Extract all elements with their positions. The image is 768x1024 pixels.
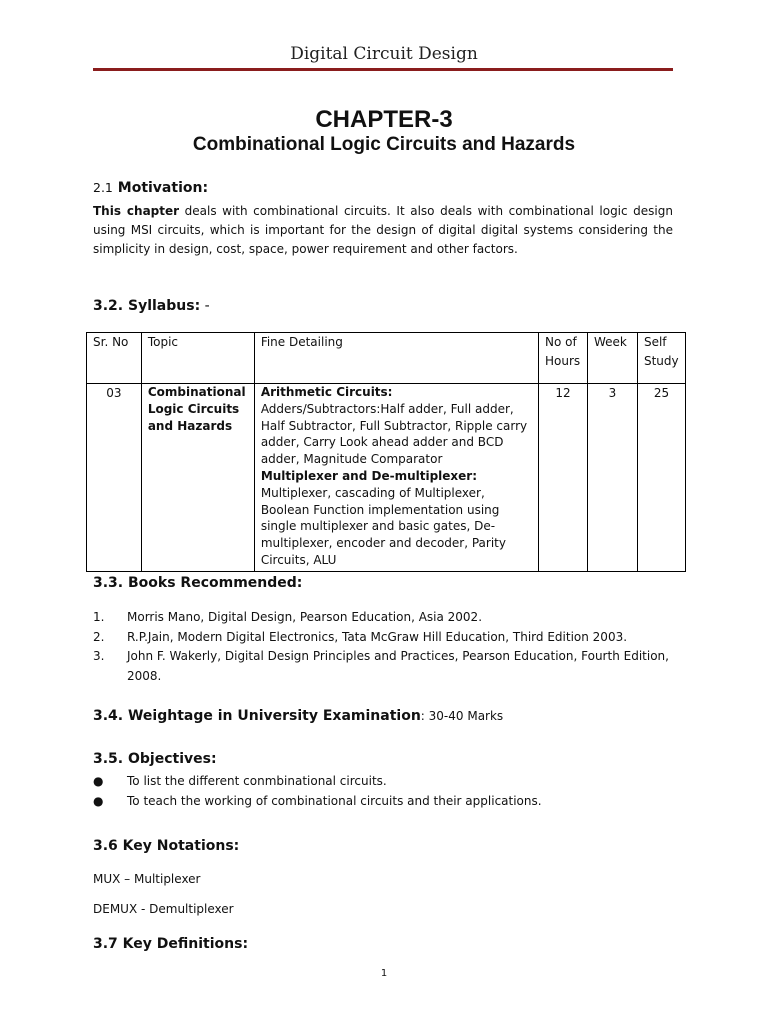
syllabus-header-row <box>87 333 686 384</box>
books-list <box>93 608 683 686</box>
list-item <box>93 628 683 648</box>
fine-hazards <box>261 569 532 571</box>
cell-self-study: 25 <box>637 384 685 572</box>
fine-arithmetic <box>261 384 532 468</box>
weightage-value: : 30-40 Marks <box>420 709 504 723</box>
list-number: 3. <box>93 649 105 663</box>
header-self-study: Self Study <box>637 333 685 384</box>
objective-text: To list the different conmbinational circuits. <box>127 774 387 788</box>
chapter-label: CHAPTER-3 <box>315 106 453 133</box>
definitions-heading: 3.7 Key Definitions: <box>93 936 249 952</box>
motivation-paragraph <box>93 202 673 259</box>
header-week: Week <box>588 333 638 384</box>
motivation-heading <box>93 180 208 196</box>
syllabus-heading <box>93 298 210 314</box>
syllabus-title: 3.2. Syllabus: <box>93 298 201 314</box>
chapter-subtitle: Combinational Logic Circuits and Hazards <box>192 134 576 155</box>
objectives-heading: 3.5. Objectives: <box>93 751 217 767</box>
cell-sr-no: 03 <box>87 384 142 572</box>
fine-hazards-label <box>261 570 321 571</box>
page-number: 1 <box>380 968 388 979</box>
fine-multiplexer <box>261 468 532 569</box>
header-fine-detailing: Fine Detailing <box>254 333 538 384</box>
running-header: Digital Circuit Design <box>290 44 478 64</box>
cell-week: 3 <box>588 384 638 572</box>
list-item <box>93 772 683 792</box>
book-text: John F. Wakerly, Digital Design Principles and Practices, Pearson Education, Fourth Edition, 2008. <box>127 649 669 683</box>
fine-multiplexer-label: Multiplexer and De-multiplexer: <box>260 468 478 483</box>
cell-fine-detailing <box>254 384 538 572</box>
list-item <box>93 647 683 686</box>
syllabus-table <box>86 332 686 572</box>
motivation-lead: This chapter <box>93 204 180 218</box>
motivation-number: 2.1 <box>93 180 113 195</box>
weightage-heading: 3.4. Weightage in University Examination <box>93 708 421 724</box>
header-sr-no: Sr. No <box>87 333 142 384</box>
books-heading: 3.3. Books Recommended: <box>93 575 303 591</box>
bullet-icon: ● <box>93 774 104 788</box>
motivation-text: deals with combinational circuits. It also deals with combinational logic design using MSI circuits, which is important for the design of digital digital systems considering the simplicity in design, cost, space, power requirement and other factors. <box>93 204 673 256</box>
notations-heading: 3.6 Key Notations: <box>93 838 240 854</box>
book-text: Morris Mano, Digital Design, Pearson Education, Asia 2002. <box>127 610 483 624</box>
syllabus-suffix: - <box>200 298 210 314</box>
fine-arithmetic-text: Adders/Subtractors:Half adder, Full adder, Half Subtractor, Full Subtractor, Ripple carry adder, Carry Look ahead adder and BCD adder, Magnitude Comparator <box>260 401 528 467</box>
topic-text: Combinational Logic Circuits and Hazards <box>147 385 246 433</box>
list-item <box>93 792 683 812</box>
notation-demux: DEMUX - Demultiplexer <box>93 902 234 916</box>
book-text: R.P.Jain, Modern Digital Electronics, Tata McGraw Hill Education, Third Edition 2003. <box>127 629 628 644</box>
header-topic: Topic <box>141 333 254 384</box>
list-number: 2. <box>93 629 105 644</box>
header-rule <box>93 68 673 71</box>
objectives-list <box>93 772 683 811</box>
objective-text: To teach the working of combinational circuits and their applications. <box>127 793 542 808</box>
list-number: 1. <box>93 610 105 624</box>
list-item <box>93 608 683 628</box>
cell-topic <box>141 384 254 572</box>
header-hours: No of Hours <box>539 333 588 384</box>
motivation-title: Motivation: <box>117 180 209 196</box>
bullet-icon: ● <box>93 793 104 808</box>
weightage-line <box>93 708 503 724</box>
table-row <box>87 384 686 572</box>
fine-multiplexer-text: Multiplexer, cascading of Multiplexer, Boolean Function implementation using single multiplexer and basic gates, De-multiplexer, encoder and decoder, Parity Circuits, ALU <box>260 485 506 567</box>
notation-mux: MUX – Multiplexer <box>93 872 201 886</box>
cell-hours: 12 <box>539 384 588 572</box>
fine-arithmetic-label: Arithmetic Circuits: <box>260 385 393 399</box>
